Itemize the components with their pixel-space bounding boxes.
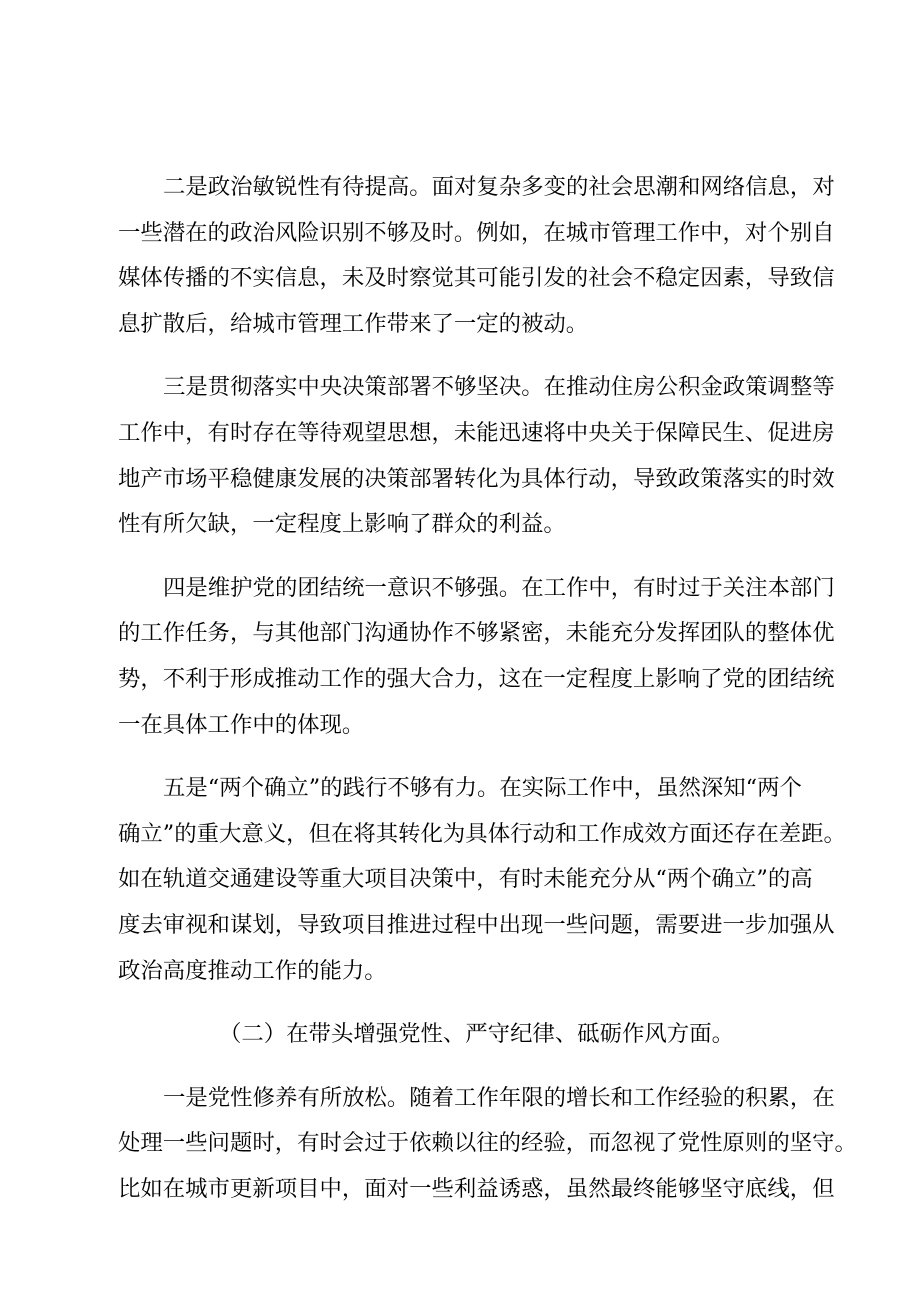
text-line: 确立”的重大意义，但在将其转化为具体行动和工作成效方面还存在差距。	[118, 820, 846, 847]
text-line: 四是维护党的团结统一意识不够强。在工作中，有时过于关注本部门	[163, 574, 835, 601]
text-line: 势，不利于形成推动工作的强大合力，这在一定程度上影响了党的团结统	[118, 665, 835, 692]
text-line: 三是贯彻落实中央决策部署不够坚决。在推动住房公积金政策调整等	[163, 374, 835, 401]
text-line: 度去审视和谋划，导致项目推进过程中出现一些问题，需要进一步加强从	[118, 911, 835, 938]
text-line: 比如在城市更新项目中，面对一些利益诱惑，虽然最终能够坚守底线，但	[118, 1175, 835, 1202]
paragraph-party-spirit	[118, 1076, 857, 1213]
text-line: 政治高度推动工作的能力。	[118, 957, 387, 984]
text-line: 媒体传播的不实信息，未及时察觉其可能引发的社会不稳定因素，导致信	[118, 265, 835, 292]
paragraph-political-sensitivity	[118, 165, 835, 347]
text-line: 地产市场平稳健康发展的决策部署转化为具体行动，导致政策落实的时效	[118, 465, 835, 492]
text-line: 工作中，有时存在等待观望思想，未能迅速将中央关于保障民生、促进房	[118, 419, 835, 446]
document-page	[118, 165, 857, 1230]
text-line: 二是政治敏锐性有待提高。面对复杂多变的社会思潮和网络信息，对	[163, 174, 835, 200]
text-line: 息扩散后，给城市管理工作带来了一定的被动。	[118, 310, 589, 337]
text-line: 一在具体工作中的体现。	[118, 711, 365, 738]
text-line: 的工作任务，与其他部门沟通协作不够紧密，未能充分发挥团队的整体优	[118, 620, 835, 647]
text-line: 一是党性修养有所放松。随着工作年限的增长和工作经验的积累，在	[163, 1084, 835, 1111]
text-line: 五是“两个确立”的践行不够有力。在实际工作中，虽然深知“两个	[163, 775, 802, 802]
paragraph-implementation	[118, 365, 835, 547]
section-heading	[118, 1012, 804, 1058]
section-heading-text: （二）在带头增强党性、严守纪律、砥砺作风方面。	[219, 1021, 734, 1048]
paragraph-two-establishments	[118, 766, 846, 994]
text-line: 如在轨道交通建设等重大项目决策中，有时未能充分从“两个确立”的高	[118, 866, 813, 893]
paragraph-party-unity	[118, 566, 835, 748]
text-line: 性有所欠缺，一定程度上影响了群众的利益。	[118, 511, 566, 538]
text-line: 一些潜在的政治风险识别不够及时。例如，在城市管理工作中，对个别自	[118, 219, 835, 246]
text-line: 处理一些问题时，有时会过于依赖以往的经验，而忽视了党性原则的坚守。	[118, 1130, 857, 1157]
